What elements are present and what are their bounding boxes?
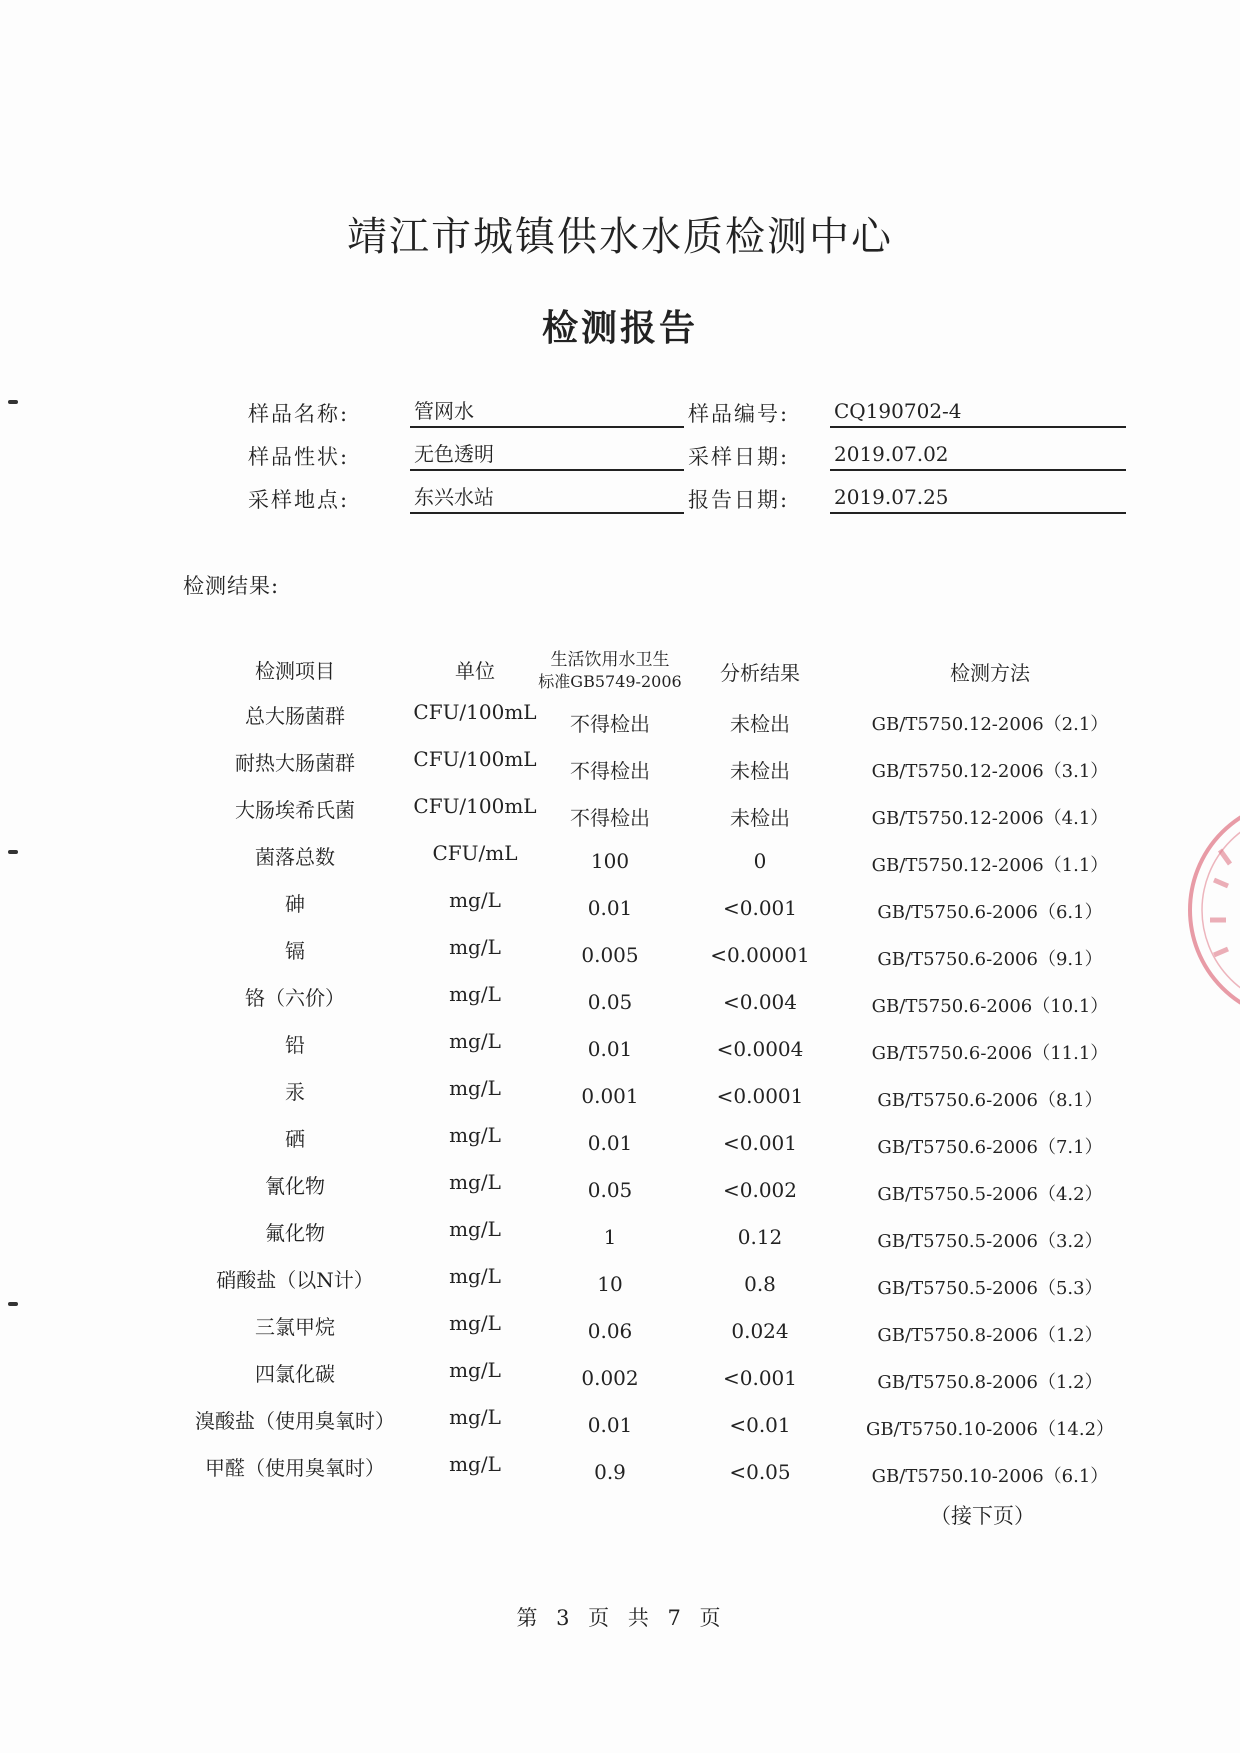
header-method: 检测方法 bbox=[950, 661, 1030, 685]
cell-item: 氰化物 bbox=[265, 1174, 325, 1198]
cell-unit: mg/L bbox=[449, 1217, 501, 1241]
report-date-label: 报告日期: bbox=[688, 488, 790, 512]
cell-item: 汞 bbox=[285, 1080, 305, 1104]
cell-unit: CFU/100mL bbox=[413, 794, 537, 818]
cell-result: <0.001 bbox=[722, 1131, 797, 1155]
cell-item: 大肠埃希氏菌 bbox=[235, 798, 355, 822]
cell-unit: mg/L bbox=[449, 1405, 501, 1429]
cell-standard: 0.01 bbox=[587, 896, 633, 920]
cell-standard: 0.005 bbox=[581, 943, 639, 967]
cell-method: GB/T5750.6-2006（7.1） bbox=[877, 1137, 1103, 1158]
cell-result: 未检出 bbox=[730, 759, 790, 783]
cell-unit: mg/L bbox=[449, 935, 501, 959]
cell-standard: 0.01 bbox=[587, 1131, 633, 1155]
cell-result: 未检出 bbox=[730, 712, 790, 736]
cell-method: GB/T5750.10-2006（14.2） bbox=[865, 1419, 1115, 1440]
cell-item: 菌落总数 bbox=[255, 845, 335, 869]
cell-standard: 不得检出 bbox=[570, 712, 650, 736]
sampling-date-label: 采样日期: bbox=[688, 445, 790, 469]
cell-standard: 0.002 bbox=[581, 1366, 639, 1390]
official-stamp bbox=[1180, 790, 1240, 1030]
sample-id-value: CQ190702-4 bbox=[830, 398, 1126, 428]
cell-item: 溴酸盐（使用臭氧时） bbox=[195, 1409, 395, 1433]
organization-title: 靖江市城镇供水水质检测中心 bbox=[347, 214, 893, 260]
header-unit: 单位 bbox=[455, 659, 495, 683]
cell-standard: 0.01 bbox=[587, 1037, 633, 1061]
cell-method: GB/T5750.12-2006（3.1） bbox=[871, 761, 1109, 782]
sample-appearance-value: 无色透明 bbox=[410, 441, 684, 471]
cell-item: 耐热大肠菌群 bbox=[235, 751, 355, 775]
cell-item: 四氯化碳 bbox=[255, 1362, 335, 1386]
cell-result: 0.8 bbox=[744, 1272, 776, 1296]
sample-name-value: 管网水 bbox=[410, 398, 684, 428]
scan-mark bbox=[8, 400, 18, 404]
cell-item: 甲醛（使用臭氧时） bbox=[205, 1456, 385, 1480]
continued-note: （接下页） bbox=[930, 1504, 1035, 1528]
cell-standard: 0.06 bbox=[587, 1319, 633, 1343]
header-standard-line1: 生活饮用水卫生 bbox=[550, 650, 670, 670]
cell-standard: 100 bbox=[590, 849, 630, 873]
cell-result: <0.01 bbox=[729, 1413, 791, 1437]
cell-item: 镉 bbox=[285, 939, 305, 963]
cell-item: 硒 bbox=[285, 1127, 305, 1151]
cell-result: <0.00001 bbox=[710, 943, 810, 967]
cell-method: GB/T5750.5-2006（4.2） bbox=[877, 1184, 1103, 1205]
cell-method: GB/T5750.6-2006（9.1） bbox=[877, 949, 1103, 970]
cell-standard: 1 bbox=[603, 1225, 617, 1249]
cell-method: GB/T5750.8-2006（1.2） bbox=[877, 1372, 1103, 1393]
cell-unit: mg/L bbox=[449, 982, 501, 1006]
cell-unit: mg/L bbox=[449, 1076, 501, 1100]
cell-result: <0.05 bbox=[729, 1460, 791, 1484]
cell-result: <0.001 bbox=[722, 1366, 797, 1390]
cell-item: 氟化物 bbox=[265, 1221, 325, 1245]
scan-mark bbox=[8, 1302, 18, 1306]
cell-result: <0.0001 bbox=[716, 1084, 804, 1108]
cell-item: 三氯甲烷 bbox=[255, 1315, 335, 1339]
cell-item: 铬（六价） bbox=[245, 986, 345, 1010]
cell-method: GB/T5750.6-2006（11.1） bbox=[871, 1043, 1109, 1064]
cell-result: 0.12 bbox=[737, 1225, 783, 1249]
header-item: 检测项目 bbox=[255, 659, 335, 683]
cell-standard: 0.01 bbox=[587, 1413, 633, 1437]
cell-unit: mg/L bbox=[449, 1264, 501, 1288]
sampling-date-value: 2019.07.02 bbox=[830, 441, 1126, 471]
cell-unit: CFU/100mL bbox=[413, 700, 537, 724]
cell-method: GB/T5750.10-2006（6.1） bbox=[871, 1466, 1109, 1487]
sample-id-label: 样品编号: bbox=[688, 402, 790, 426]
sample-appearance-label: 样品性状: bbox=[248, 445, 350, 469]
cell-method: GB/T5750.12-2006（4.1） bbox=[871, 808, 1109, 829]
cell-unit: mg/L bbox=[449, 1170, 501, 1194]
cell-result: 0 bbox=[753, 849, 767, 873]
cell-unit: mg/L bbox=[449, 888, 501, 912]
cell-unit: mg/L bbox=[449, 1452, 501, 1476]
cell-standard: 0.001 bbox=[581, 1084, 639, 1108]
cell-unit: mg/L bbox=[449, 1029, 501, 1053]
cell-result: <0.004 bbox=[722, 990, 797, 1014]
cell-result: 未检出 bbox=[730, 806, 790, 830]
cell-method: GB/T5750.6-2006（6.1） bbox=[877, 902, 1103, 923]
page-number: 第 3 页 共 7 页 bbox=[516, 1606, 724, 1630]
cell-method: GB/T5750.12-2006（1.1） bbox=[871, 855, 1109, 876]
cell-item: 砷 bbox=[285, 892, 305, 916]
cell-method: GB/T5750.8-2006（1.2） bbox=[877, 1325, 1103, 1346]
report-date-value: 2019.07.25 bbox=[830, 484, 1126, 514]
cell-item: 铅 bbox=[285, 1033, 305, 1057]
cell-unit: mg/L bbox=[449, 1123, 501, 1147]
cell-item: 总大肠菌群 bbox=[245, 704, 345, 728]
cell-standard: 10 bbox=[597, 1272, 623, 1296]
header-result: 分析结果 bbox=[720, 661, 800, 685]
cell-method: GB/T5750.6-2006（10.1） bbox=[871, 996, 1109, 1017]
cell-method: GB/T5750.5-2006（3.2） bbox=[877, 1231, 1103, 1252]
sample-name-label: 样品名称: bbox=[248, 402, 350, 426]
cell-standard: 0.9 bbox=[594, 1460, 626, 1484]
cell-method: GB/T5750.12-2006（2.1） bbox=[871, 714, 1109, 735]
sampling-location-label: 采样地点: bbox=[248, 488, 350, 512]
header-standard-line2: 标准GB5749-2006 bbox=[538, 672, 682, 691]
cell-item: 硝酸盐（以N计） bbox=[216, 1268, 374, 1292]
cell-method: GB/T5750.5-2006（5.3） bbox=[877, 1278, 1103, 1299]
results-section-label: 检测结果: bbox=[183, 574, 280, 598]
cell-standard: 0.05 bbox=[587, 990, 633, 1014]
cell-standard: 不得检出 bbox=[570, 759, 650, 783]
cell-unit: mg/L bbox=[449, 1358, 501, 1382]
cell-result: <0.001 bbox=[722, 896, 797, 920]
cell-unit: mg/L bbox=[449, 1311, 501, 1335]
report-title: 检测报告 bbox=[541, 307, 698, 349]
scan-mark bbox=[8, 850, 18, 854]
cell-unit: CFU/mL bbox=[432, 841, 518, 865]
cell-method: GB/T5750.6-2006（8.1） bbox=[877, 1090, 1103, 1111]
sampling-location-value: 东兴水站 bbox=[410, 484, 684, 514]
cell-result: <0.0004 bbox=[716, 1037, 804, 1061]
cell-result: <0.002 bbox=[722, 1178, 797, 1202]
cell-standard: 不得检出 bbox=[570, 806, 650, 830]
cell-unit: CFU/100mL bbox=[413, 747, 537, 771]
cell-result: 0.024 bbox=[731, 1319, 789, 1343]
cell-standard: 0.05 bbox=[587, 1178, 633, 1202]
